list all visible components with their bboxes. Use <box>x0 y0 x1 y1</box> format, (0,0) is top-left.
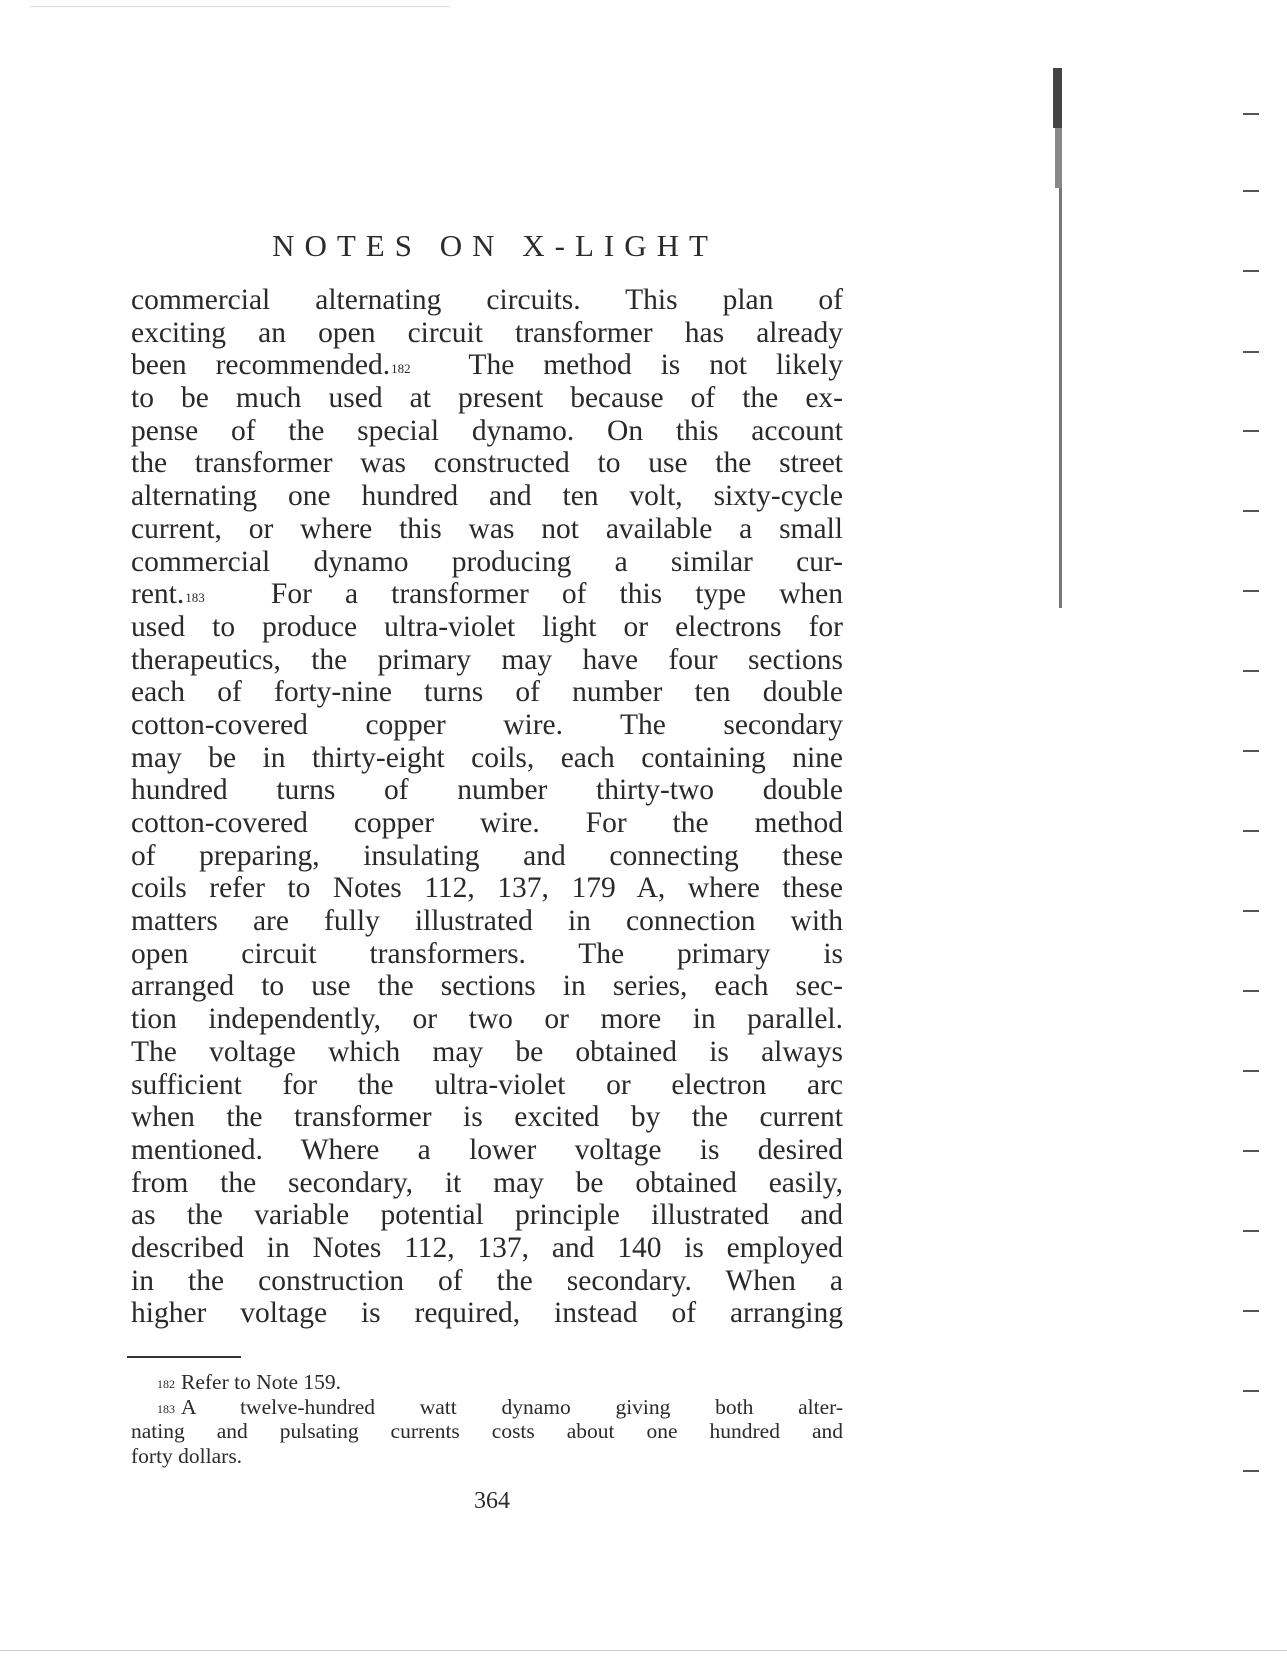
text-line: hundred turns of number thirty-two double <box>131 774 843 807</box>
margin-tick <box>1243 1070 1259 1072</box>
margin-tick <box>1243 190 1259 192</box>
margin-tick <box>1243 750 1259 752</box>
footnote-182 <box>131 1370 843 1395</box>
margin-tick <box>1243 1150 1259 1152</box>
footnote-text: Refer to Note 159. <box>181 1370 342 1394</box>
text-line: open circuit transformers. The primary is <box>131 937 843 970</box>
margin-tick <box>1243 990 1259 992</box>
text-fragment: rent. <box>131 578 185 611</box>
scan-edge-artifact <box>1053 68 1063 608</box>
text-line: may be in thirty-eight coils, each containing nine <box>131 741 843 774</box>
text-line <box>131 349 843 382</box>
margin-tick <box>1243 351 1259 353</box>
text-line: the transformer was constructed to use the street <box>131 447 843 480</box>
text-line: to be much used at present because of the ex- <box>131 382 843 415</box>
text-line: of preparing, insulating and connecting these <box>131 839 843 872</box>
body-text <box>131 284 843 1330</box>
scan-artifact-top <box>30 6 450 7</box>
footnote-ref-182[interactable]: 182 <box>391 361 411 377</box>
margin-tick <box>1243 1470 1259 1472</box>
margin-tick <box>1243 590 1259 592</box>
margin-tick <box>1243 270 1259 272</box>
margin-tick <box>1243 670 1259 672</box>
page-number: 364 <box>474 1488 510 1514</box>
text-line: current, or where this was not available a small <box>131 512 843 545</box>
text-line: exciting an open circuit transformer has already <box>131 316 843 349</box>
text-line: The voltage which may be obtained is always <box>131 1035 843 1068</box>
text-fragment: For a transformer of this type when <box>270 578 843 611</box>
text-line: alternating one hundred and ten volt, sixty-cycle <box>131 480 843 513</box>
text-line: when the transformer is excited by the current <box>131 1101 843 1134</box>
footnote-number: 182 <box>157 1377 175 1391</box>
text-line: mentioned. Where a lower voltage is desired <box>131 1133 843 1166</box>
text-line: pense of the special dynamo. On this account <box>131 414 843 447</box>
text-line: commercial dynamo producing a similar cur- <box>131 545 843 578</box>
text-line <box>131 578 843 611</box>
text-line: described in Notes 112, 137, and 140 is employed <box>131 1231 843 1264</box>
footnote-text: nating and pulsating currents costs about one hundred and <box>131 1419 843 1443</box>
text-line: each of forty-nine turns of number ten double <box>131 676 843 709</box>
margin-tick <box>1243 1390 1259 1392</box>
text-line: matters are fully illustrated in connection with <box>131 905 843 938</box>
text-line: cotton-covered copper wire. For the method <box>131 807 843 839</box>
text-line: coils refer to Notes 112, 137, 179 A, where these <box>131 872 843 905</box>
running-head: NOTES ON X-LIGHT <box>272 228 718 263</box>
text-line: cotton-covered copper wire. The secondary <box>131 708 843 741</box>
text-line: commercial alternating circuits. This plan of <box>131 284 843 316</box>
footnote-ref-183[interactable]: 183 <box>185 590 205 606</box>
text-line: sufficient for the ultra-violet or electron arc <box>131 1068 843 1101</box>
margin-tick <box>1243 1230 1259 1232</box>
footnote-text: A twelve-hundred watt dynamo giving both alter- <box>181 1394 843 1419</box>
text-line: arranged to use the sections in series, each sec- <box>131 970 843 1003</box>
footnotes <box>131 1370 843 1468</box>
footnote-183 <box>131 1395 843 1420</box>
text-line: tion independently, or two or more in parallel. <box>131 1003 843 1036</box>
margin-tick <box>1243 830 1259 832</box>
footnote-rule <box>127 1356 241 1358</box>
text-fragment: The method is not likely <box>468 349 844 382</box>
scan-bottom-edge <box>0 1650 1287 1651</box>
margin-tick <box>1243 510 1259 512</box>
margin-tick <box>1243 113 1259 115</box>
margin-tick <box>1243 910 1259 912</box>
text-line: from the secondary, it may be obtained easily, <box>131 1166 843 1199</box>
text-line: therapeutics, the primary may have four sections <box>131 643 843 676</box>
text-line: used to produce ultra-violet light or electrons for <box>131 610 843 643</box>
margin-tick <box>1243 1310 1259 1312</box>
footnote-number: 183 <box>157 1401 175 1416</box>
text-fragment: been recommended. <box>131 349 391 382</box>
text-line: higher voltage is required, instead of arranging <box>131 1297 843 1330</box>
margin-tick <box>1243 430 1259 432</box>
text-line: as the variable potential principle illustrated and <box>131 1199 843 1232</box>
text-line: in the construction of the secondary. When a <box>131 1264 843 1297</box>
footnote-text: forty dollars. <box>131 1443 243 1468</box>
